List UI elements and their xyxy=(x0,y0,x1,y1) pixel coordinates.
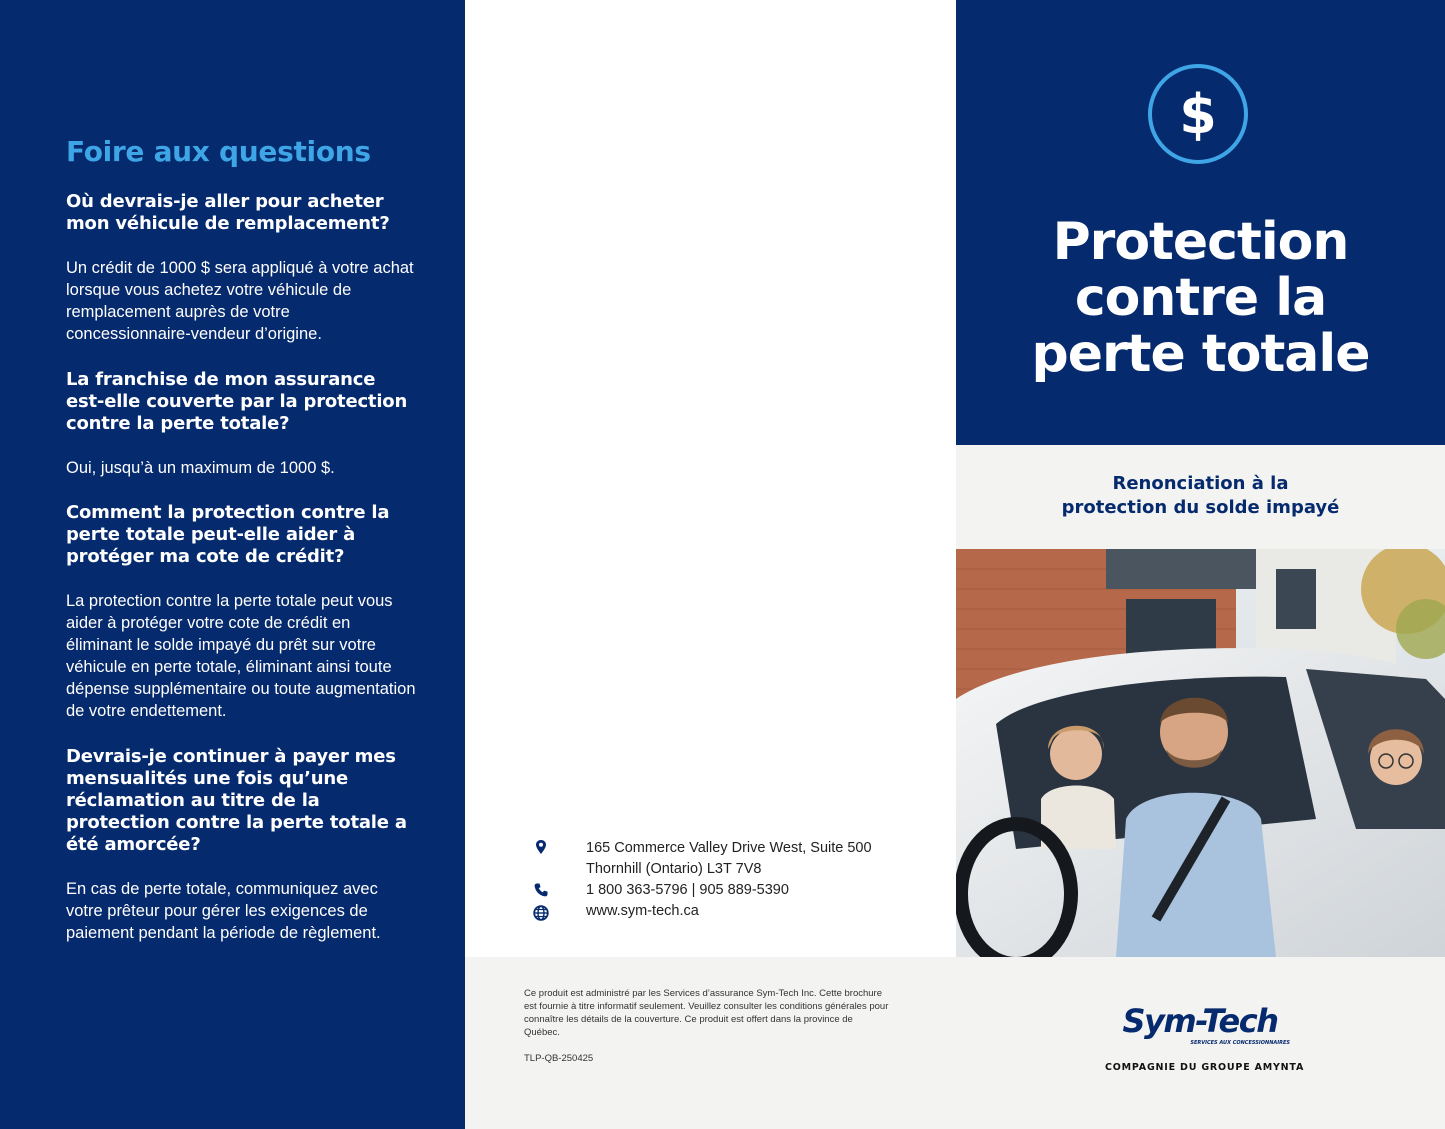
cover-title xyxy=(956,214,1445,382)
faq-answer: En cas de perte totale, communiquez avec votre prêteur pour gérer les exigences de paiement pendant la période de règlement. xyxy=(66,880,381,942)
brand-tagline: COMPAGNIE DU GROUPE AMYNTA xyxy=(1105,1062,1305,1073)
logo-subtext: SERVICES AUX CONCESSIONNAIRES xyxy=(1190,1040,1290,1046)
faq-answer: Un crédit de 1000 $ sera appliqué à votre achat lorsque vous achetez votre véhicule de remplacement auprès de votre concessionnaire-vendeur d’origine. xyxy=(66,259,414,343)
faq-question: Où devrais-je aller pour acheter mon véhicule de remplacement? xyxy=(66,191,390,234)
website-link[interactable]: www.sym-tech.ca xyxy=(586,903,699,919)
faq-question: Devrais-je continuer à payer mes mensualités une fois qu’une réclamation au titre de la protection contre la perte totale a été amorcée? xyxy=(66,746,407,855)
address-line-2: Thornhill (Ontario) L3T 7V8 xyxy=(586,861,762,877)
cover-title-line: Protection xyxy=(1052,212,1349,272)
footer-band xyxy=(465,957,1445,1129)
logo-wordmark: Sym-Tech xyxy=(1122,1002,1278,1040)
faq-question: La franchise de mon assurance est-elle couverte par la protection contre la perte totale? xyxy=(66,369,408,434)
subtitle-line: protection du solde impayé xyxy=(1061,497,1340,518)
faq-item xyxy=(66,502,416,722)
subtitle-line: Renonciation à la xyxy=(1112,473,1289,494)
disclaimer-text: Ce produit est administré par les Services d’assurance Sym-Tech Inc. Cette brochure est fournie à titre informatif seulement. Veuillez consulter les conditions générales pour connaître les détails de la couverture. Ce produit est offert dans la province de Québec. xyxy=(524,988,889,1038)
faq-question: Comment la protection contre la perte totale peut-elle aider à protéger ma cote de crédit? xyxy=(66,502,390,567)
document-code: TLP-QB-250425 xyxy=(524,1053,594,1064)
faq-title: Foire aux questions xyxy=(66,135,371,168)
cover-title-line: contre la xyxy=(1074,268,1327,328)
phone-numbers: 1 800 363-5796 | 905 889-5390 xyxy=(586,882,789,898)
dollar-icon: $ xyxy=(1148,64,1248,164)
address-line-1: 165 Commerce Valley Drive West, Suite 500 xyxy=(586,840,872,856)
faq-item xyxy=(66,369,416,479)
faq-item xyxy=(66,746,416,944)
phone-icon xyxy=(533,882,549,898)
faq-answer: Oui, jusqu’à un maximum de 1000 $. xyxy=(66,459,335,477)
cover-title-line: perte totale xyxy=(1031,324,1370,384)
cover-subtitle xyxy=(956,472,1445,520)
faq-item xyxy=(66,191,416,345)
family-car-photo xyxy=(956,549,1445,957)
sym-tech-logo xyxy=(1105,1000,1295,1052)
globe-icon xyxy=(533,905,549,921)
location-pin-icon xyxy=(533,839,549,855)
faq-answer: La protection contre la perte totale peut vous aider à protéger votre cote de crédit en éliminant le solde impayé du prêt sur votre véhicule en perte totale, éliminant ainsi toute dépense supplémentaire ou toute augmentation de votre endettement. xyxy=(66,592,416,720)
